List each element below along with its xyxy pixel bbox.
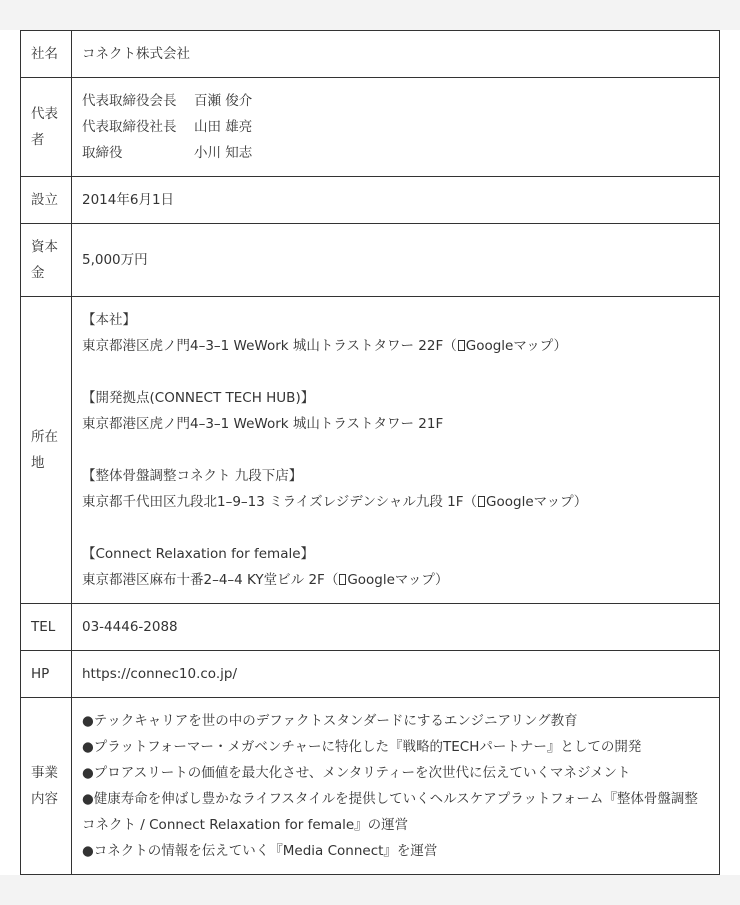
row-business [21,698,720,875]
value-capital: 5,000万円 [72,224,720,297]
label-address: 所在地 [21,297,72,604]
representative-entry [82,140,709,166]
value-business [72,698,720,875]
business-item: ●プラットフォーマー・メガベンチャーに特化した『戦略的TECHパートナー』としての開発 [82,739,642,755]
address-title: 【Connect Relaxation for female】 [82,546,315,562]
row-representative [21,78,720,177]
business-item: ●テックキャリアを世の中のデファクトスタンダードにするエンジニアリング教育 [82,713,578,729]
representative-name: 小川 知志 [194,145,253,161]
spacer [82,515,709,541]
spacer [82,437,709,463]
address-text: 東京都港区虎ノ門4–3–1 WeWork 城山トラストタワー 22F [82,338,444,354]
row-address [21,297,720,604]
label-company-name: 社名 [21,31,72,78]
address-block-headquarters [82,307,709,359]
address-title: 【整体骨盤調整コネクト 九段下店】 [82,468,303,484]
value-hp[interactable]: https://connec10.co.jp/ [72,651,720,698]
google-map-link[interactable]: Googleマップ [465,338,554,354]
address-line: 東京都千代田区九段北1–9–13 ミライズレジデンシャル九段 1F（ Googleマップ） [82,494,588,510]
address-text: 東京都港区虎ノ門4–3–1 WeWork 城山トラストタワー 21F [82,416,444,432]
row-hp [21,651,720,698]
spacer [82,359,709,385]
address-block-relaxation [82,541,709,593]
representative-role: 代表取締役会長 [82,93,177,109]
address-block-dev-hub [82,385,709,437]
representative-entry [82,114,709,140]
row-established [21,177,720,224]
map-link-icon [339,574,346,585]
page-footer-band [0,875,740,905]
address-title: 【開発拠点(CONNECT TECH HUB)】 [82,390,315,406]
label-capital: 資本金 [21,224,72,297]
value-representative [72,78,720,177]
row-tel [21,604,720,651]
representative-name: 百瀬 俊介 [194,93,253,109]
row-capital [21,224,720,297]
value-company-name: コネクト株式会社 [72,31,720,78]
business-item: ●健康寿命を伸ばし豊かなライフスタイルを提供していくヘルスケアプラットフォーム『整体骨盤調整コネクト / Connect Relaxation for female』の運営 [82,791,698,833]
label-business: 事業内容 [21,698,72,875]
representative-role: 代表取締役社長 [82,119,177,135]
label-tel: TEL [21,604,72,651]
address-text: 東京都千代田区九段北1–9–13 ミライズレジデンシャル九段 1F [82,494,464,510]
label-representative: 代表者 [21,78,72,177]
map-link-icon [478,496,485,507]
google-map-link[interactable]: Googleマップ [347,572,436,588]
label-established: 設立 [21,177,72,224]
address-title: 【本社】 [82,312,136,328]
company-info-table [20,30,720,875]
business-item: ●コネクトの情報を伝えていく『Media Connect』を運営 [82,843,438,859]
page-header-band [0,0,740,30]
google-map-link[interactable]: Googleマップ [486,494,574,510]
row-company-name [21,31,720,78]
address-line: 東京都港区虎ノ門4–3–1 WeWork 城山トラストタワー 22F（ Googleマップ） [82,338,567,354]
address-text: 東京都港区麻布十番2–4–4 KY堂ビル 2F [82,572,325,588]
value-address [72,297,720,604]
representative-name: 山田 雄亮 [194,119,253,135]
label-hp: HP [21,651,72,698]
value-tel: 03-4446-2088 [72,604,720,651]
business-item: ●プロアスリートの価値を最大化させ、メンタリティーを次世代に伝えていくマネジメント [82,765,631,781]
address-block-kudanshita [82,463,709,515]
map-link-icon [458,340,465,351]
representative-role: 取締役 [82,145,123,161]
value-established: 2014年6月1日 [72,177,720,224]
address-line: 東京都港区麻布十番2–4–4 KY堂ビル 2F（ Googleマップ） [82,572,449,588]
representative-entry [82,88,709,114]
